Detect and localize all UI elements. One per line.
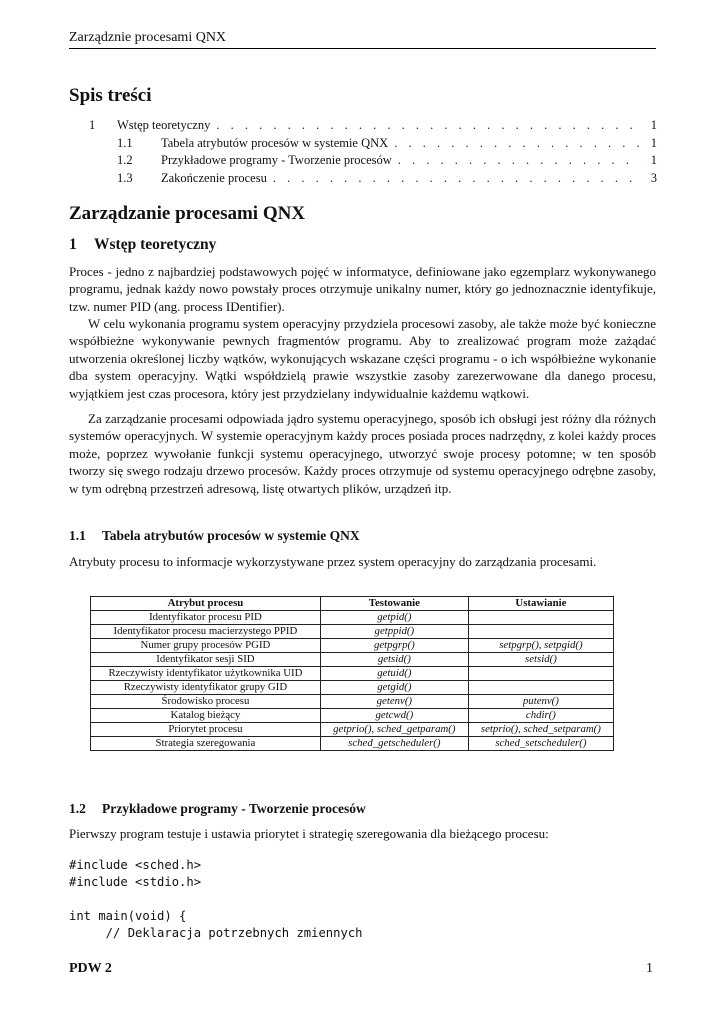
- section-number: 1: [69, 236, 77, 253]
- table-row: [91, 611, 614, 625]
- table-cell: getprio(), sched_getparam(): [320, 723, 468, 737]
- table-of-contents: [89, 118, 657, 188]
- section-title: Wstęp teoretyczny: [94, 236, 217, 253]
- table-cell: getcwd(): [320, 709, 468, 723]
- table-cell: getpgrp(): [320, 639, 468, 653]
- code-line: int main(void) {: [69, 909, 187, 923]
- footer-label: PDW 2: [69, 961, 112, 976]
- table-cell: [468, 625, 613, 639]
- toc-entry[interactable]: [89, 118, 657, 136]
- table-row: [91, 667, 614, 681]
- table-cell: [468, 611, 613, 625]
- subsection-title: Przykładowe programy - Tworzenie procesów: [102, 801, 366, 816]
- toc-entry-title: Przykładowe programy - Tworzenie procesów: [161, 153, 392, 168]
- table-cell: Identyfikator sesji SID: [91, 653, 321, 667]
- paragraph: W celu wykonania programu system operacyjny przydziela procesowi zasoby, ale także może być konieczne współbieżne wykonywanie pewnych fragmentów programu. Aby to zrealizować program może zażądać utworzenia określonej liczby wątków, wykonujących wskazane części programu - o ich współbieżne wykonanie dba system operacyjny. Wątki współdzielą prawie wszystkie zasoby zarezerwowane dla danego procesu, wyjątkiem jest czas procesora, który jest przydzielany indywidualnie każdemu wątkowi.: [69, 316, 656, 401]
- toc-entry[interactable]: [89, 153, 657, 171]
- table-cell: putenv(): [468, 695, 613, 709]
- paragraph: Atrybuty procesu to informacje wykorzystywane przez system operacyjny do zarządzania procesami.: [69, 554, 597, 569]
- toc-entry-page: 1: [650, 153, 657, 168]
- table-cell: Rzeczywisty identyfikator użytkownika UID: [91, 667, 321, 681]
- paragraph: Pierwszy program testuje i ustawia priorytet i strategię szeregowania dla bieżącego procesu:: [69, 826, 549, 841]
- column-header: Ustawianie: [468, 597, 613, 611]
- toc-entry-page: 1: [650, 118, 657, 132]
- toc-entry-title: Wstęp teoretyczny: [117, 118, 211, 132]
- table-cell: Środowisko procesu: [91, 695, 321, 709]
- toc-entry-title: Tabela atrybutów procesów w systemie QNX: [161, 135, 389, 150]
- table-cell: Numer grupy procesów PGID: [91, 639, 321, 653]
- table-cell: [468, 667, 613, 681]
- subsection-heading: [69, 801, 366, 817]
- table-row: [91, 625, 614, 639]
- table-cell: Identyfikator procesu macierzystego PPID: [91, 625, 321, 639]
- table-cell: getuid(): [320, 667, 468, 681]
- table-cell: Katalog bieżący: [91, 709, 321, 723]
- table-cell: setpgrp(), setpgid(): [468, 639, 613, 653]
- table-cell: getppid(): [320, 625, 468, 639]
- running-header: Zarządznie procesami QNX: [69, 30, 656, 49]
- process-attributes-table: [90, 596, 614, 751]
- table-cell: Rzeczywisty identyfikator grupy GID: [91, 681, 321, 695]
- subsection-heading: [69, 528, 360, 544]
- toc-leader-dots: [216, 118, 641, 133]
- table-row: [91, 639, 614, 653]
- toc-entry-number: 1.2: [117, 153, 133, 168]
- code-line: #include <stdio.h>: [69, 875, 202, 889]
- table-header-row: [91, 597, 614, 611]
- toc-leader-dots: [394, 136, 641, 151]
- document-title: Zarządzanie procesami QNX: [69, 203, 306, 224]
- table-cell: Strategia szeregowania: [91, 737, 321, 751]
- paragraph: Proces - jedno z najbardziej podstawowych pojęć w informatyce, definiowane jako egzemplarz wykonywanego programu, jednak każdy nowo powstały proces otrzymuje unikalny numer, który go jednoznacznie identyfikuje, tzw. numer PID (ang. process IDentifier).: [69, 264, 656, 314]
- page-number: 1: [646, 961, 653, 976]
- table-cell: [468, 681, 613, 695]
- toc-leader-dots: [273, 171, 641, 186]
- toc-entry-page: 1: [650, 135, 657, 150]
- table-cell: Identyfikator procesu PID: [91, 611, 321, 625]
- toc-entry-page: 3: [650, 170, 657, 185]
- table-row: [91, 695, 614, 709]
- table-row: [91, 723, 614, 737]
- table-row: [91, 709, 614, 723]
- column-header: Atrybut procesu: [91, 597, 321, 611]
- subsection-number: 1.1: [69, 528, 86, 543]
- table-cell: getsid(): [320, 653, 468, 667]
- toc-entry-number: 1: [89, 118, 96, 132]
- table-row: [91, 681, 614, 695]
- toc-entry-number: 1.3: [117, 170, 133, 185]
- section-heading: [69, 236, 216, 254]
- table-cell: sched_getscheduler(): [320, 737, 468, 751]
- toc-entry[interactable]: [89, 171, 657, 189]
- table-cell: chdir(): [468, 709, 613, 723]
- code-line: #include <sched.h>: [69, 858, 202, 872]
- table-cell: setsid(): [468, 653, 613, 667]
- toc-leader-dots: [398, 153, 641, 168]
- table-row: [91, 653, 614, 667]
- subsection-title: Tabela atrybutów procesów w systemie QNX: [102, 528, 360, 543]
- code-line: // Deklaracja potrzebnych zmiennych: [69, 926, 363, 940]
- toc-entry[interactable]: [89, 136, 657, 154]
- column-header: Testowanie: [320, 597, 468, 611]
- table-cell: getenv(): [320, 695, 468, 709]
- subsection-number: 1.2: [69, 801, 86, 816]
- toc-heading: Spis treści: [69, 85, 152, 106]
- table-cell: Priorytet procesu: [91, 723, 321, 737]
- table-cell: getgid(): [320, 681, 468, 695]
- table-cell: sched_setscheduler(): [468, 737, 613, 751]
- toc-entry-number: 1.1: [117, 135, 133, 150]
- toc-entry-title: Zakończenie procesu: [161, 170, 267, 185]
- table-cell: setprio(), sched_setparam(): [468, 723, 613, 737]
- paragraph: Za zarządzanie procesami odpowiada jądro systemu operacyjnego, sposób ich obsługi jest różny dla różnych systemów operacyjnych. W systemie operacyjnym każdy proces posiada proces nadrzędny, z kolei każdy proces może, poprzez wywołanie funkcji systemu operacyjnego, utworzyć swoje procesy potomne; w ten sposób tworzy się swego rodzaju drzewo procesów. Każdy proces otrzymuje od systemu operacyjnego odrębne zasoby, w tym odrębną przestrzeń adresową, listę otwartych plików, urządzeń itp.: [69, 411, 656, 496]
- table-cell: getpid(): [320, 611, 468, 625]
- table-row: [91, 737, 614, 751]
